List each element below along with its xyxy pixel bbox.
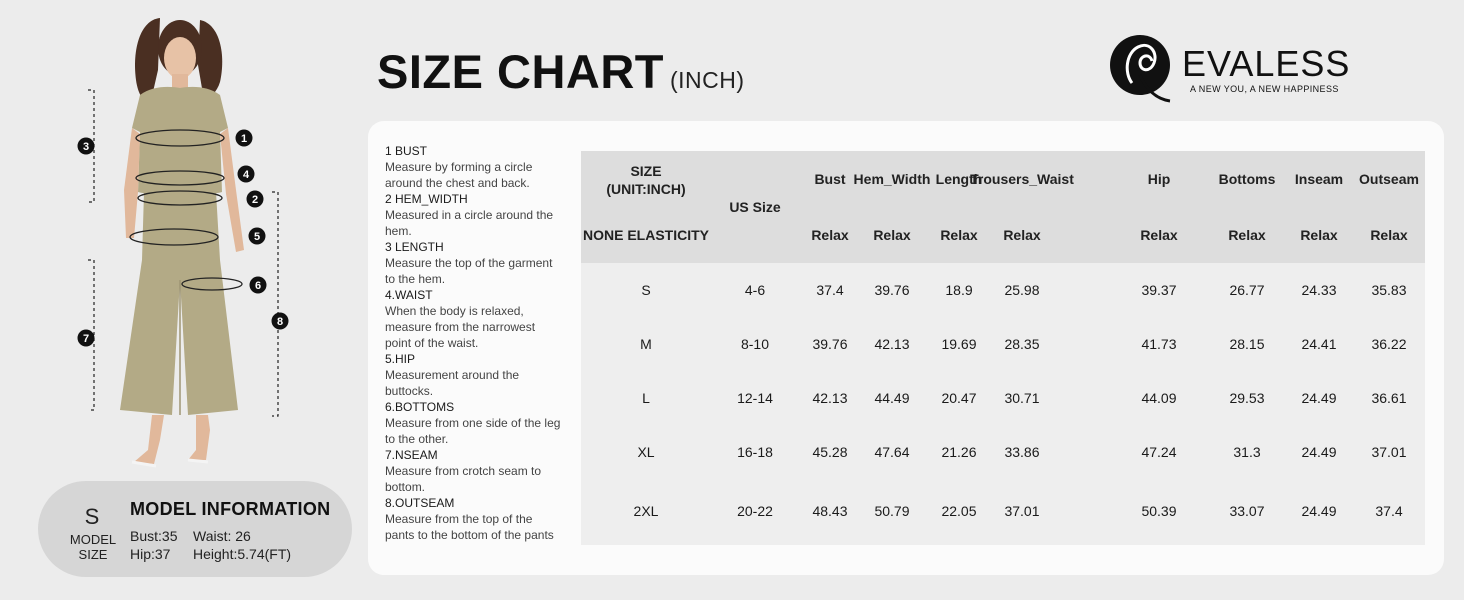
note-description: point of the waist.: [385, 336, 479, 350]
model-height: Height:5.74(FT): [193, 546, 292, 562]
row-us-size: 8-10: [740, 336, 770, 352]
note-description: hem.: [385, 224, 412, 238]
table-cell: 30.71: [1004, 390, 1040, 406]
note-description: When the body is relaxed,: [385, 304, 524, 318]
note-heading: 6.BOTTOMS: [385, 400, 455, 414]
size-header: SIZE: [630, 163, 662, 179]
note-heading: 1 BUST: [385, 144, 428, 158]
row-size: 2XL: [633, 503, 659, 519]
row-us-size: 20-22: [737, 503, 773, 519]
elasticity-header: NONE ELASTICITY: [582, 227, 709, 243]
model-info-title: MODEL INFORMATION: [130, 499, 331, 519]
fit-label: Relax: [940, 227, 978, 243]
table-cell: 48.43: [812, 503, 848, 519]
table-cell: 36.61: [1371, 390, 1407, 406]
table-cell: 19.69: [941, 336, 977, 352]
note-description: to the other.: [385, 432, 449, 446]
model-size-caption-line2: SIZE: [78, 547, 108, 562]
row-us-size: 16-18: [737, 444, 773, 460]
table-cell: 29.53: [1229, 390, 1265, 406]
fit-label: Relax: [1003, 227, 1041, 243]
table-cell: 24.41: [1301, 336, 1337, 352]
column-header: Hip: [1147, 171, 1171, 187]
row-size: XL: [637, 444, 655, 460]
table-cell: 28.35: [1004, 336, 1040, 352]
note-description: bottom.: [385, 480, 426, 494]
model-illustration: [60, 10, 320, 480]
table-cell: 21.26: [941, 444, 977, 460]
fit-label: Relax: [1228, 227, 1266, 243]
column-header: Bottoms: [1218, 171, 1276, 187]
measurement-notes: [385, 143, 575, 543]
table-cell: 18.9: [945, 282, 973, 298]
title-unit: (INCH): [670, 67, 745, 93]
table-cell: 36.22: [1371, 336, 1407, 352]
table-cell: 35.83: [1371, 282, 1407, 298]
table-cell: 50.79: [874, 503, 910, 519]
table-cell: 28.15: [1229, 336, 1265, 352]
marker-6: 6: [254, 280, 262, 292]
table-cell: 37.01: [1004, 503, 1040, 519]
table-cell: 37.4: [1375, 503, 1403, 519]
table-cell: 42.13: [874, 336, 910, 352]
table-cell: 39.37: [1141, 282, 1177, 298]
table-cell: 42.13: [812, 390, 848, 406]
table-cell: 47.64: [874, 444, 910, 460]
marker-1: 1: [240, 133, 248, 145]
column-header: Outseam: [1359, 171, 1419, 187]
table-cell: 24.49: [1301, 503, 1337, 519]
marker-2: 2: [251, 194, 259, 206]
fit-label: Relax: [1300, 227, 1338, 243]
table-cell: 47.24: [1141, 444, 1177, 460]
table-cell: 37.4: [816, 282, 844, 298]
model-size-caption-line1: MODEL: [69, 532, 117, 547]
table-cell: 22.05: [941, 503, 977, 519]
note-description: measure from the narrowest: [385, 320, 536, 334]
note-description: Measured in a circle around the: [385, 208, 554, 222]
note-heading: 7.NSEAM: [385, 448, 438, 462]
row-us-size: 4-6: [744, 282, 766, 298]
marker-4: 4: [242, 169, 250, 181]
column-header: Hem_Width: [853, 171, 931, 187]
size-table: [581, 151, 1425, 545]
model-waist: Waist: 26: [193, 528, 251, 544]
fit-label: Relax: [1370, 227, 1408, 243]
note-heading: 4.WAIST: [385, 288, 433, 302]
table-cell: 44.49: [874, 390, 910, 406]
fit-label: Relax: [1140, 227, 1178, 243]
row-size: S: [641, 282, 651, 298]
model-size-caption: [64, 532, 122, 562]
column-header: Bust: [814, 171, 846, 187]
note-description: Measure from crotch seam to: [385, 464, 542, 478]
table-cell: 26.77: [1229, 282, 1265, 298]
row-size: M: [640, 336, 652, 352]
table-cell: 37.01: [1371, 444, 1407, 460]
row-size: L: [642, 390, 650, 406]
brand-name: EVALESS: [1182, 43, 1351, 84]
note-description: Measure from the top of the: [385, 512, 533, 526]
brand: [1110, 33, 1360, 103]
note-description: buttocks.: [385, 384, 434, 398]
note-heading: 2 HEM_WIDTH: [385, 192, 468, 206]
fit-label: Relax: [873, 227, 911, 243]
column-header: Length: [935, 171, 983, 187]
title-main: SIZE CHART: [377, 45, 664, 98]
note-description: Measure by forming a circle: [385, 160, 533, 174]
note-heading: 8.OUTSEAM: [385, 496, 455, 510]
note-description: pants to the bottom of the pants: [385, 528, 554, 542]
table-cell: 44.09: [1141, 390, 1177, 406]
table-cell: 31.3: [1233, 444, 1261, 460]
table-cell: 41.73: [1141, 336, 1177, 352]
size-unit-header: (UNIT:INCH): [606, 181, 686, 197]
brand-tagline: A NEW YOU, A NEW HAPPINESS: [1190, 84, 1339, 94]
note-description: Measure from one side of the leg: [385, 416, 561, 430]
table-cell: 24.49: [1301, 390, 1337, 406]
us-size-header: US Size: [729, 199, 781, 215]
note-heading: 3 LENGTH: [385, 240, 444, 254]
table-cell: 25.98: [1004, 282, 1040, 298]
table-cell: 24.33: [1301, 282, 1337, 298]
table-cell: 24.49: [1301, 444, 1337, 460]
model-size-value: S: [84, 504, 100, 529]
note-description: Measure the top of the garment: [385, 256, 553, 270]
row-us-size: 12-14: [737, 390, 773, 406]
column-header: Inseam: [1294, 171, 1344, 187]
model-figure: [60, 10, 320, 480]
marker-7: 7: [82, 333, 90, 345]
table-cell: 20.47: [941, 390, 977, 406]
table-cell: 39.76: [874, 282, 910, 298]
table-cell: 33.07: [1229, 503, 1265, 519]
table-cell: 39.76: [812, 336, 848, 352]
marker-5: 5: [253, 231, 261, 243]
model-bust: Bust:35: [130, 528, 178, 544]
brand-logo-icon: [1110, 33, 1178, 103]
note-description: around the chest and back.: [385, 176, 530, 190]
note-heading: 5.HIP: [385, 352, 416, 366]
page-title: [377, 44, 745, 99]
table-cell: 50.39: [1141, 503, 1177, 519]
column-header: Trousers_Waist: [970, 171, 1074, 187]
marker-3: 3: [82, 141, 90, 153]
table-cell: 33.86: [1004, 444, 1040, 460]
note-description: to the hem.: [385, 272, 446, 286]
fit-label: Relax: [811, 227, 849, 243]
model-hip: Hip:37: [130, 546, 171, 562]
marker-8: 8: [276, 316, 284, 328]
note-description: Measurement around the: [385, 368, 520, 382]
table-cell: 45.28: [812, 444, 848, 460]
